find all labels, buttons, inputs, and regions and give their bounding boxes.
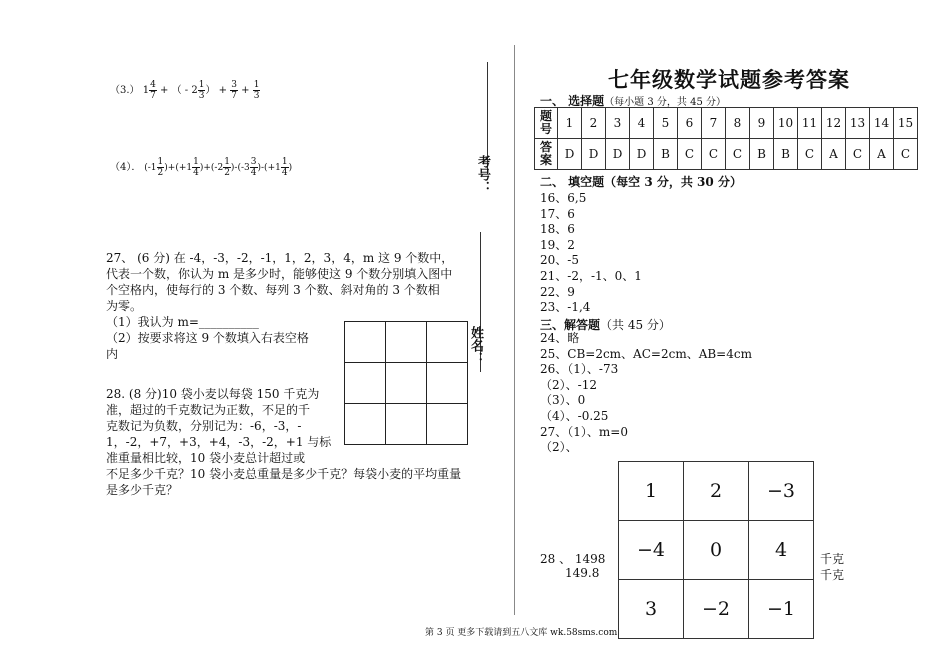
fraction: $\frac{1}{3}$ xyxy=(253,80,260,101)
solution-answers xyxy=(540,331,752,456)
list-item: 22、9 xyxy=(540,284,575,299)
list-item: 27、（1）、m=0 xyxy=(540,424,628,439)
row-label: 答案 xyxy=(535,139,558,170)
q28-answer-average: 149.8 xyxy=(565,566,600,580)
list-item: 24、略 xyxy=(540,331,580,345)
list-item: 19、2 xyxy=(540,237,575,252)
list-item: 26、（1）、-73 xyxy=(540,362,619,377)
fraction: $\frac{3}{7}$ xyxy=(231,80,237,101)
page-footer: 第 3 页 更多下载请到五八文库 wk.58sms.com xyxy=(425,628,618,638)
list-item: 25、CB=2cm、AC=2cm、AB=4cm xyxy=(540,346,752,361)
section-2-heading: 二、 填空题（每空 3 分，共 30 分） xyxy=(540,175,742,189)
table-row: 3 −2 −1 xyxy=(619,580,814,639)
list-item: 16、6,5 xyxy=(540,191,587,205)
question-28: 28. (8 分)10 袋小麦以每袋 150 千克为 准，超过的千克数记为正数，不足的千 克数记为负数，分别记为：-6，-3，- 1，-2，+7，+3，+4，-3，-2，+1 与标 准重量相比较，10 袋小麦总计超过或 不足多少千克？10 袋小麦总重量是多少千克？每袋小麦的平均重量 是多少千克？ xyxy=(106,387,462,497)
list-item: （2）、 xyxy=(540,440,578,455)
name-label: 姓名： xyxy=(468,326,483,365)
expr3-label: （3.） xyxy=(110,85,140,96)
unit-kg-2: 千克 xyxy=(820,568,845,582)
expr4-label: （4）． xyxy=(110,162,142,173)
list-item: （2）、-12 xyxy=(540,377,597,392)
row-label: 题号 xyxy=(535,108,558,139)
exam-number-label: 考号： xyxy=(475,155,490,194)
section-1-heading: 一、 选择题（每小题 3 分，共 45 分） xyxy=(540,94,726,108)
unit-kg-1: 千克 xyxy=(820,552,845,566)
page-title: 七年级数学试题参考答案 xyxy=(608,67,850,92)
fraction: $\frac{1}{3}$ xyxy=(198,80,205,101)
list-item: 18、6 xyxy=(540,222,575,237)
list-item: 21、-2，-1、0、1 xyxy=(540,268,642,283)
list-item: 20、-5 xyxy=(540,253,579,268)
answer-table xyxy=(534,107,918,170)
question-27: 27、 (6 分) 在 -4，-3，-2，-1，1，2，3，4，m 这 9 个数中， 代表一个数，你认为 m 是多少时，能够使这 9 个数分别填入图中 个空格内，使每行的 3 个数、每列 3 个数、斜对角的 3 个数相 为零。 （1）我认为 m=__________ （2）按要求将这 9 个数填入右表空格 内 xyxy=(106,251,454,361)
expr3: （3.） 1 $\frac{4}{7}$ + （ - 2 $\frac{1}{3}$ ） + $\frac{3}{7}$ + $\frac{1}{3}$ xyxy=(110,80,260,101)
fill-answers xyxy=(540,191,642,316)
list-item: 17、6 xyxy=(540,206,575,221)
list-item: 23、-1,4 xyxy=(540,300,591,315)
table-row: 1 2 −3 xyxy=(619,462,814,521)
fraction: $\frac{4}{7}$ xyxy=(150,80,156,101)
list-item: （4）、-0.25 xyxy=(540,408,609,423)
q28-answer-total: 28 、 1498 xyxy=(540,552,606,566)
table-row: 题号 1 2 3 4 5 6 7 8 9 10 11 12 13 14 15 xyxy=(535,108,918,139)
table-row: 答案 D D D D B C C C B B C A C A C xyxy=(535,139,918,170)
magic-square-answer xyxy=(618,461,814,639)
section-3-heading: 三、解答题（共 45 分） xyxy=(540,318,671,332)
expr4: （4）． (-1 $\frac{1}{2}$ )+(+1 $\frac{1}{4}$ )+(-2 $\frac{1}{2}$ )-(-3 $\frac{3}{4}$ )-(+1 $\frac{1}{4}$ ) xyxy=(110,157,293,178)
list-item: （3）、0 xyxy=(540,393,586,408)
page-divider xyxy=(514,45,515,615)
table-row: −4 0 4 xyxy=(619,521,814,580)
